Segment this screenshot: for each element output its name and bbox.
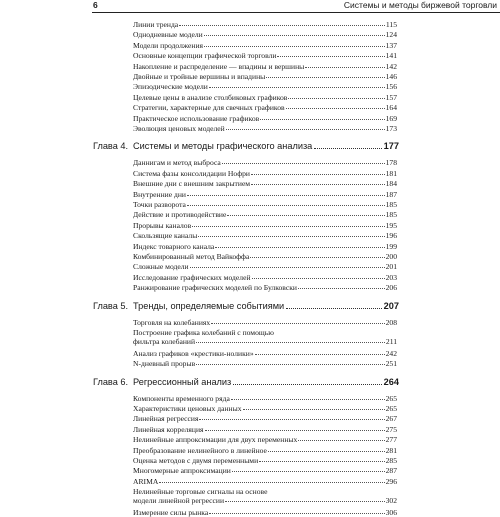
dot-leader [252,272,385,279]
dot-leader [305,61,384,68]
toc-entry [133,103,397,112]
entry-page: 146 [385,72,397,81]
entry-title-part: модели линейной регрессии [133,496,225,506]
dot-leader [204,40,385,47]
entry-title: Измерение силы рынка [133,508,209,517]
chapter-label: Глава 6. [93,376,129,387]
entry-title: Многомерные аппроксимации [133,466,231,476]
entry-page: 137 [385,40,397,50]
toc-entry [133,435,397,444]
entry-title: Торговля на колебаниях [133,317,211,327]
entry-page: 156 [385,82,397,92]
entry-page: 275 [385,424,397,434]
entry-page: 203 [385,272,397,282]
entry-page: 187 [385,189,397,199]
toc-entry [133,359,397,368]
entry-title: Построение графика колебаний с помощью [133,328,274,337]
dot-leader [233,377,381,385]
entry-title: Накопление и распределение — впадины и вершины [133,61,305,71]
entry-title: Комбинированный метод Вайкоффа [133,252,250,261]
chapter-title: Системы и методы графического анализа [133,141,313,152]
dot-leader [190,261,385,268]
entry-title: Основные концепции графической торговли [133,51,277,61]
entry-title: Линии тренда [133,20,179,29]
dot-leader [243,403,385,410]
toc-entry [133,30,397,39]
toc-entry [133,114,397,123]
toc-entry [133,169,397,178]
toc-entry [133,20,397,29]
toc-entry [133,252,397,261]
entry-title: Преобразование нелинейного в линейное [133,445,267,455]
entry-page: 296 [385,476,397,486]
dot-leader [251,178,384,185]
chapter-label: Глава 5. [93,300,129,311]
entry-page: 196 [385,231,397,241]
dot-leader [179,19,385,26]
toc-entry [133,190,397,199]
dot-leader [268,445,385,452]
entry-page: 265 [385,404,397,413]
entry-title: Линейная корреляция [133,424,204,434]
dot-leader [211,317,384,324]
chapter-page: 207 [383,300,399,311]
toc-entry [133,51,397,60]
toc-entry [133,425,397,434]
dot-leader [286,102,385,109]
entry-title: ARIMA [133,476,159,486]
toc-entry [133,72,397,81]
entry-page: 142 [385,61,397,71]
dot-leader [196,336,385,343]
entry-page: 178 [385,158,397,168]
entry-title: N-дневный прорыв [133,359,196,369]
entry-page: 169 [385,113,397,123]
dot-leader [259,455,384,462]
entry-page: 211 [385,337,397,346]
dot-leader [215,241,384,248]
entry-page: 265 [385,393,397,403]
entry-title: Нелинейные торговые сигналы на основе [133,487,268,497]
entry-page: 157 [385,92,397,102]
entry-page: 242 [385,348,397,358]
entry-title: Прорывы каналов [133,220,192,230]
toc-entry [133,93,397,102]
entry-title: Скользящие каналы [133,231,198,241]
chapter-title: Регрессионный анализ [133,376,232,387]
entry-title: Исследование графических моделей [133,272,251,282]
entry-page: 277 [385,435,397,445]
chapter-heading [93,140,399,152]
toc-entry [133,318,397,327]
chapter-page: 264 [383,376,399,387]
entry-title-continued [133,496,397,505]
entry-title: Характеристики ценовых данных [133,404,242,413]
toc-entry [133,414,397,423]
entry-page: 206 [385,283,397,293]
entry-page: 181 [385,168,397,178]
toc-entry [133,328,397,346]
entry-page: 184 [385,179,397,189]
dot-leader [209,507,384,514]
entry-title: Компоненты временного ряда [133,393,230,403]
chapter-heading [93,300,399,312]
entry-title: Сложные модели [133,262,189,272]
dot-leader [251,168,385,175]
entry-title-part: фильтра колебаний [133,337,196,346]
dot-leader [187,199,385,206]
toc-entry [133,262,397,271]
entry-page: 281 [385,445,397,455]
dot-leader [250,251,384,258]
entry-page: 185 [385,200,397,209]
dot-leader [288,92,384,99]
entry-page: 124 [385,30,397,40]
dot-leader [260,113,384,120]
entry-title: Внешние дни с внешним закрытием [133,179,251,189]
toc-entry [133,477,397,486]
toc-entry [133,62,397,71]
entry-title: Оценка методов с двумя переменными [133,456,259,465]
entry-title: Даннигам и метод выброса [133,158,221,168]
entry-title: Однодневные модели [133,30,203,40]
entry-page: 285 [385,456,397,465]
dot-leader [205,424,385,431]
entry-title: Нелинейные аппроксимации для двух переменных [133,435,298,445]
entry-page: 115 [385,20,397,29]
dot-leader [227,209,384,216]
toc-entry [133,124,397,133]
entry-page: 302 [385,496,397,506]
toc-entry [133,231,397,240]
toc-entry [133,404,397,413]
entry-title: Эпизодические модели [133,82,208,92]
toc-entry [133,508,397,517]
entry-title: Индекс товарного канала [133,241,215,251]
toc-entry [133,221,397,230]
toc-entry [133,242,397,251]
entry-page: 201 [385,262,397,272]
dot-leader [255,348,385,355]
toc-entry [133,158,397,167]
entry-title: Стратегии, характерные для свечных графиков [133,103,285,113]
entry-title: Точки разворота [133,200,186,209]
entry-page: 173 [385,124,397,133]
toc-entry [133,283,397,292]
chapter-heading [93,376,399,388]
page-number: 6 [93,0,98,10]
dot-leader [198,230,384,237]
dot-leader [314,141,381,149]
dot-leader [298,282,385,289]
entry-page: 267 [385,414,397,424]
entry-page: 200 [385,252,397,261]
toc-entry [133,273,397,282]
entry-page: 195 [385,220,397,230]
entry-page: 251 [385,359,397,369]
dot-leader [225,495,385,502]
toc-entry [133,179,397,188]
dot-leader [226,123,385,130]
dot-leader [209,81,385,88]
dot-leader [196,358,384,365]
dot-leader [232,465,385,472]
entry-page: 287 [385,466,397,476]
toc-entry [133,487,397,505]
dot-leader [204,29,385,36]
entry-title-continued [133,337,397,346]
entry-page: 208 [385,317,397,327]
entry-title: Двойные и тройные вершины и впадины [133,72,266,81]
toc-entry [133,446,397,455]
toc-entry [133,394,397,403]
entry-title: Практическое использование графиков [133,113,260,123]
toc-entry [133,41,397,50]
dot-leader [286,301,381,309]
chapter-page: 177 [383,141,399,152]
entry-title: Эволюция ценовых моделей [133,124,225,133]
dot-leader [298,434,384,441]
toc-entry [133,82,397,91]
dot-leader [199,413,384,420]
toc-entry [133,200,397,209]
dot-leader [266,71,384,78]
dot-leader [159,476,384,483]
entry-page: 199 [385,241,397,251]
entry-page: 141 [385,51,397,61]
toc-entry [133,466,397,475]
entry-title: Целевые цены в анализе столбиковых графиков [133,92,288,102]
entry-title: Внутренние дни [133,189,186,199]
chapter-label: Глава 4. [93,141,129,152]
toc-entry [133,210,397,219]
chapter-title: Тренды, определяемые событиями [133,300,285,311]
toc-entry [133,456,397,465]
entry-page: 164 [385,103,397,113]
toc-entry [133,349,397,358]
entry-title: Модели продолжения [133,40,204,50]
dot-leader [192,220,384,227]
entry-page: 306 [385,508,397,517]
dot-leader [277,50,384,57]
entry-title: Линейная регрессия [133,414,199,424]
dot-leader [222,157,385,164]
entry-title: Система фазы консолидации Нофри [133,168,250,178]
running-title: Системы и методы биржевой торговли [343,0,497,10]
entry-page: 185 [385,210,397,220]
dot-leader [231,393,385,400]
entry-title: Действие и противодействие [133,210,227,220]
entry-title: Анализ графиков «крестики-нолики» [133,348,254,358]
dot-leader [187,189,385,196]
entry-title: Ранжирование графических моделей по Булковски [133,283,297,293]
